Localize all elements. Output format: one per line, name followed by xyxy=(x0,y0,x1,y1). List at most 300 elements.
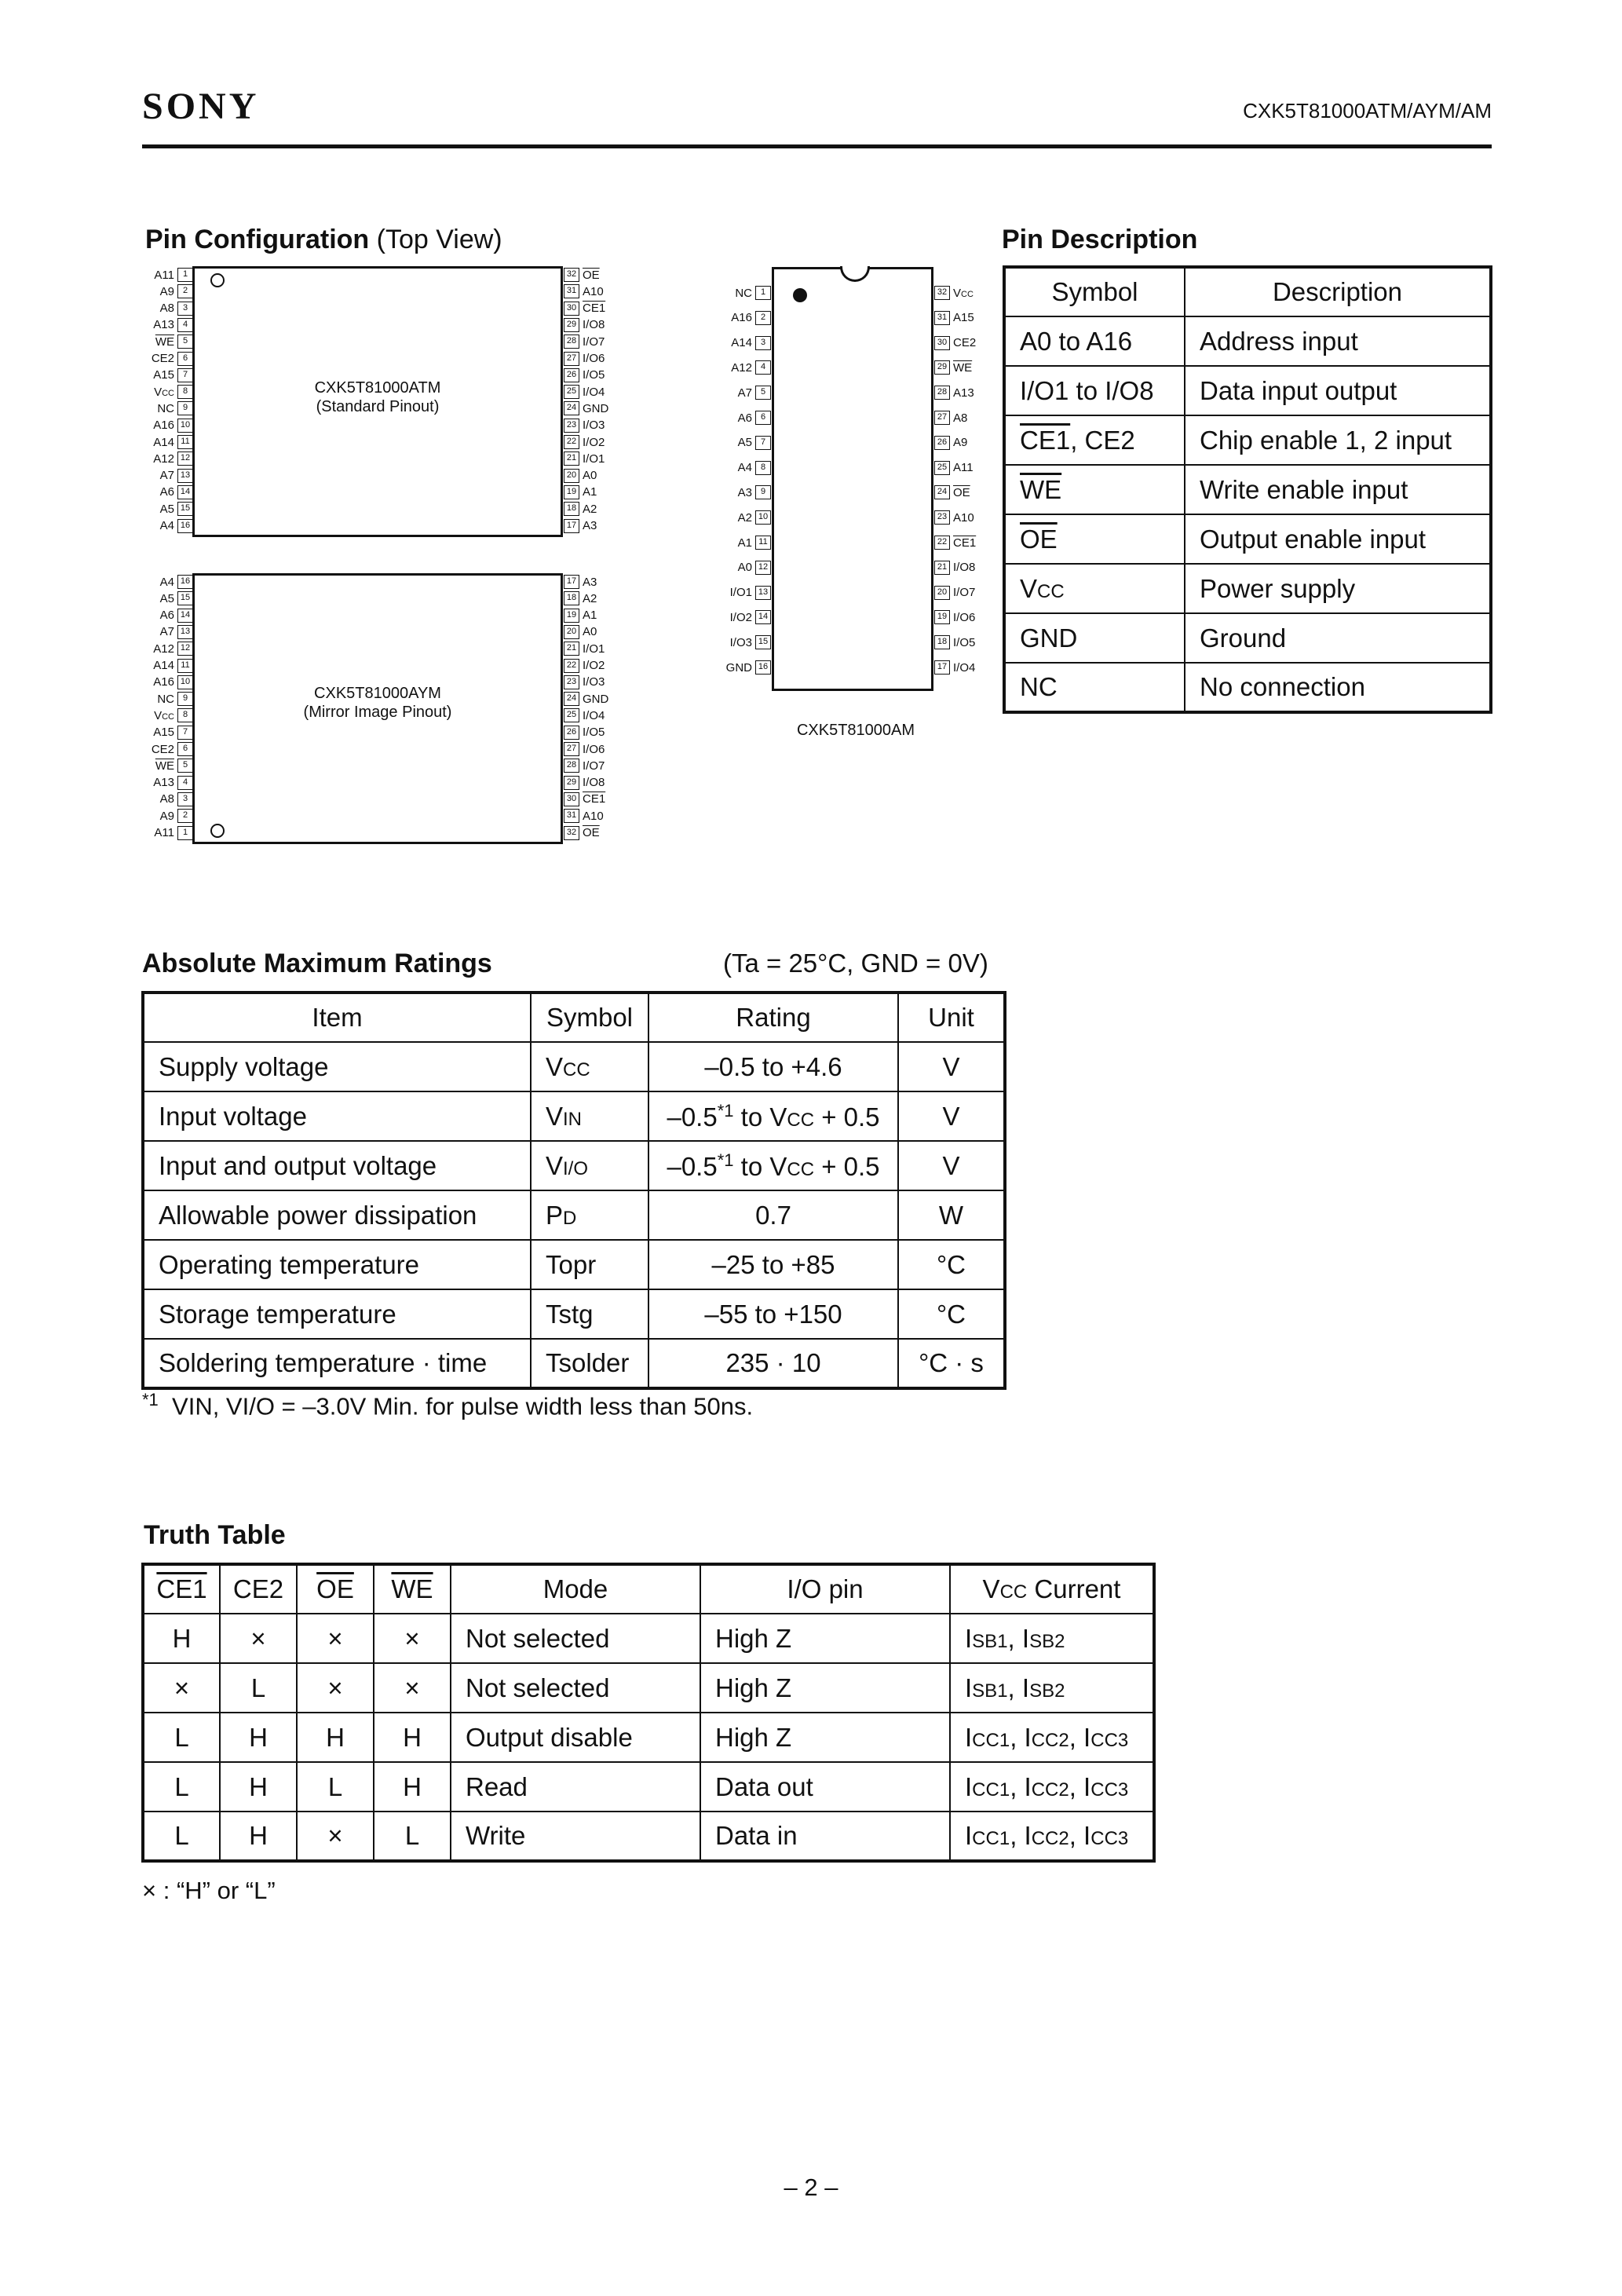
pin1-dot-icon xyxy=(793,288,807,302)
table-cell: Allowable power dissipation xyxy=(143,1190,531,1240)
pin-name: I/O5 xyxy=(953,635,976,649)
table-cell: H xyxy=(143,1614,220,1663)
pin-number: 16 xyxy=(177,575,193,589)
pin xyxy=(564,401,614,415)
pin-name: A14 xyxy=(731,336,752,350)
pin-name: A5 xyxy=(737,436,752,450)
table-cell: –55 to +150 xyxy=(648,1289,898,1339)
pin-name: A11 xyxy=(154,268,174,282)
pin-name: CE1 xyxy=(583,792,606,806)
pin xyxy=(564,792,614,806)
pin-number: 6 xyxy=(177,742,193,756)
amr-footnote: $^{*1}$ VIN, VI/O = –3.0V Min. for pulse width less than 50ns. xyxy=(142,1390,754,1420)
pin-number: 13 xyxy=(177,625,193,639)
table-cell: L xyxy=(143,1713,220,1762)
pin-name: $\overline{WE}$ xyxy=(155,759,174,773)
col-description: Description xyxy=(1185,267,1491,316)
pin-name: I/O7 xyxy=(583,759,605,773)
table-row xyxy=(1004,415,1491,465)
pin-name: A3 xyxy=(583,575,597,589)
pin-name: A13 xyxy=(153,776,174,790)
pin xyxy=(721,561,771,575)
pin-name: GND xyxy=(725,660,752,675)
pin-name: I/O4 xyxy=(583,708,605,722)
pin xyxy=(721,660,771,675)
pin-number: 3 xyxy=(755,336,771,350)
chip-am xyxy=(772,267,933,691)
pin-number: 30 xyxy=(564,792,579,806)
pin xyxy=(564,809,614,823)
pin-number: 31 xyxy=(934,311,950,325)
pin xyxy=(564,675,614,689)
pin xyxy=(721,386,771,400)
table-cell: Read xyxy=(451,1762,700,1812)
pin xyxy=(143,419,193,433)
pin-name: A15 xyxy=(153,726,174,740)
pin-name: I/O4 xyxy=(953,660,976,675)
table-cell: $\overline{WE}$ xyxy=(1004,465,1185,514)
pin-number: 16 xyxy=(177,519,193,533)
page-number: – 2 – xyxy=(784,2174,838,2201)
pin-number: 2 xyxy=(755,311,771,325)
pin-name: $\overline{OE}$ xyxy=(583,826,600,839)
pin-number: 21 xyxy=(564,642,579,656)
table-cell: ICC1, ICC2, ICC3 xyxy=(950,1812,1154,1861)
pin-number: 1 xyxy=(755,286,771,300)
table-cell: PD xyxy=(531,1190,648,1240)
pin-number: 11 xyxy=(755,536,771,550)
pin-name: A0 xyxy=(583,469,597,483)
pin-name: CE2 xyxy=(953,336,977,350)
pin xyxy=(564,692,614,706)
table-cell: 235 · 10 xyxy=(648,1339,898,1388)
pin-name: A15 xyxy=(153,368,174,382)
pin-number: 17 xyxy=(564,519,579,533)
pin-name: A2 xyxy=(583,591,597,605)
pin-number: 23 xyxy=(564,419,579,433)
table-cell: × xyxy=(374,1614,451,1663)
pin-name: A2 xyxy=(737,510,752,525)
table-row xyxy=(143,1240,1005,1289)
pin-number: 17 xyxy=(564,575,579,589)
pin-name: A16 xyxy=(153,419,174,433)
pin-name: A8 xyxy=(159,792,174,806)
pin xyxy=(143,659,193,673)
pin xyxy=(564,268,614,282)
pin xyxy=(934,436,985,450)
pin-number: 6 xyxy=(755,411,771,425)
table-cell: W xyxy=(898,1190,1005,1240)
table-cell: H xyxy=(220,1812,297,1861)
pin-name: $\overline{WE}$ xyxy=(155,335,174,349)
table-row xyxy=(1004,613,1491,663)
pin-name: A12 xyxy=(153,642,174,656)
pin xyxy=(143,268,193,282)
pin-name: A10 xyxy=(583,284,604,298)
col-rating: Rating xyxy=(648,993,898,1042)
pin-number: 4 xyxy=(177,318,193,332)
pin-number: 12 xyxy=(755,561,771,575)
table-cell: H xyxy=(297,1713,374,1762)
header-rule xyxy=(142,144,1492,148)
pin-name: A16 xyxy=(731,311,752,325)
pin xyxy=(564,352,614,366)
pin-number: 32 xyxy=(564,826,579,840)
pin-name: I/O3 xyxy=(583,419,605,433)
pin-number: 14 xyxy=(177,485,193,499)
pin-number: 8 xyxy=(177,385,193,399)
table-cell: × xyxy=(297,1812,374,1861)
pin-name: A10 xyxy=(953,510,974,525)
pin-number: 22 xyxy=(564,435,579,449)
table-cell: V xyxy=(898,1091,1005,1141)
pin xyxy=(721,286,771,300)
table-cell: L xyxy=(297,1762,374,1812)
pin-name: A5 xyxy=(159,591,174,605)
pin-number: 12 xyxy=(177,452,193,466)
chip-aym-name: CXK5T81000AYM xyxy=(314,685,441,702)
pin xyxy=(721,436,771,450)
table-cell: H xyxy=(374,1713,451,1762)
table-cell: No connection xyxy=(1185,663,1491,712)
pin xyxy=(143,726,193,740)
table-cell: Address input xyxy=(1185,316,1491,366)
table-row xyxy=(143,1091,1005,1141)
pin-number: 10 xyxy=(177,419,193,433)
table-cell: °C · s xyxy=(898,1339,1005,1388)
chip-atm xyxy=(192,266,563,537)
pin xyxy=(143,642,193,656)
table-row xyxy=(1004,514,1491,564)
pin-name: $\overline{OE}$ xyxy=(953,485,970,499)
pin xyxy=(143,759,193,773)
pin xyxy=(143,609,193,623)
pin-number: 15 xyxy=(177,591,193,605)
pin-number: 25 xyxy=(934,461,950,475)
column-header: $\overline{WE}$ xyxy=(374,1564,451,1614)
pin-name: A6 xyxy=(159,609,174,623)
pin xyxy=(564,335,614,349)
pin-name: CE1 xyxy=(953,536,977,550)
table-cell: Input voltage xyxy=(143,1091,531,1141)
pin1-marker-icon xyxy=(210,824,225,838)
table-cell: Not selected xyxy=(451,1663,700,1713)
table-row xyxy=(1004,366,1491,415)
pin xyxy=(564,609,614,623)
pin-number: 3 xyxy=(177,302,193,316)
table-cell: Input and output voltage xyxy=(143,1141,531,1190)
pin xyxy=(934,586,985,600)
pin xyxy=(934,311,985,325)
pin-number: 19 xyxy=(934,610,950,624)
pin-number: 22 xyxy=(934,536,950,550)
table-row xyxy=(143,1042,1005,1091)
pin-number: 24 xyxy=(934,485,950,499)
table-row xyxy=(143,1614,1154,1663)
pin-name: I/O2 xyxy=(583,435,605,449)
pin-name: VCC xyxy=(154,708,174,722)
pin xyxy=(143,452,193,466)
table-cell: GND xyxy=(1004,613,1185,663)
table-cell: Topr xyxy=(531,1240,648,1289)
pin-number: 26 xyxy=(564,368,579,382)
pin-number: 18 xyxy=(564,502,579,516)
pin-number: 31 xyxy=(564,809,579,823)
pin xyxy=(564,435,614,449)
pin-name: $\overline{OE}$ xyxy=(583,268,600,282)
pin-number: 31 xyxy=(564,284,579,298)
table-cell: Supply voltage xyxy=(143,1042,531,1091)
pin xyxy=(564,625,614,639)
table-cell: A0 to A16 xyxy=(1004,316,1185,366)
table-cell: H xyxy=(220,1762,297,1812)
pin-number: 21 xyxy=(934,561,950,575)
pin xyxy=(721,311,771,325)
table-row xyxy=(143,1762,1154,1812)
pin-name: A9 xyxy=(159,284,174,298)
table-cell: –0.5 to +4.6 xyxy=(648,1042,898,1091)
amr-conditions: (Ta = 25°C, GND = 0V) xyxy=(723,949,988,978)
table-cell: I/O1 to I/O8 xyxy=(1004,366,1185,415)
table-cell: ICC1, ICC2, ICC3 xyxy=(950,1713,1154,1762)
table-cell: ISB1, ISB2 xyxy=(950,1663,1154,1713)
pin-name: $\overline{WE}$ xyxy=(953,360,973,375)
pin xyxy=(934,286,985,300)
pin-number: 12 xyxy=(177,642,193,656)
pin xyxy=(143,302,193,316)
table-cell: VI/O xyxy=(531,1141,648,1190)
table-cell: Output disable xyxy=(451,1713,700,1762)
pin xyxy=(934,386,985,400)
pin-name: VCC xyxy=(953,286,974,300)
pin xyxy=(143,352,193,366)
table-row xyxy=(143,1812,1154,1861)
pin-name: A5 xyxy=(159,502,174,516)
pin xyxy=(934,510,985,525)
pin xyxy=(934,485,985,499)
pin-number: 20 xyxy=(564,625,579,639)
pin xyxy=(934,411,985,425)
pin xyxy=(721,586,771,600)
pin xyxy=(564,642,614,656)
chip-atm-caption: (Standard Pinout) xyxy=(316,398,440,415)
pin xyxy=(564,502,614,516)
pin-number: 6 xyxy=(177,352,193,366)
pin-number: 22 xyxy=(564,659,579,673)
pin xyxy=(934,461,985,475)
pin xyxy=(143,708,193,722)
pin-number: 7 xyxy=(177,726,193,740)
pin xyxy=(721,411,771,425)
table-row xyxy=(1004,663,1491,712)
pin xyxy=(143,485,193,499)
pin-name: GND xyxy=(583,401,609,415)
pin-name: I/O2 xyxy=(583,659,605,672)
pin xyxy=(143,675,193,689)
pin xyxy=(564,519,614,533)
pin-number: 9 xyxy=(755,485,771,499)
pin-name: I/O3 xyxy=(729,635,752,649)
pin xyxy=(934,360,985,375)
pin-name: A14 xyxy=(153,659,174,672)
pin-name: I/O6 xyxy=(953,610,976,624)
pin-number: 27 xyxy=(934,411,950,425)
pin-number: 15 xyxy=(177,502,193,516)
pin-number: 7 xyxy=(755,436,771,450)
pin xyxy=(564,485,614,499)
pin-name: A13 xyxy=(153,318,174,332)
table-cell: × xyxy=(297,1663,374,1713)
pin-number: 1 xyxy=(177,826,193,840)
pin xyxy=(721,461,771,475)
table-cell: VCC xyxy=(1004,564,1185,613)
pin-name: A3 xyxy=(737,485,752,499)
pin xyxy=(564,318,614,332)
pin-desc-title: Pin Description xyxy=(1002,225,1198,254)
pin xyxy=(143,776,193,790)
pin xyxy=(934,610,985,624)
pin xyxy=(143,692,193,706)
pin-name: A4 xyxy=(159,575,174,589)
column-header: Mode xyxy=(451,1564,700,1614)
pin-name: A6 xyxy=(737,411,752,425)
pin-name: A13 xyxy=(953,386,974,400)
pin xyxy=(934,635,985,649)
table-cell: –0.5$^{*1}$ to VCC + 0.5 xyxy=(648,1141,898,1190)
pin-name: A15 xyxy=(953,311,974,325)
pin xyxy=(721,536,771,550)
pin-number: 11 xyxy=(177,435,193,449)
column-header: CE1 xyxy=(143,1564,220,1614)
table-cell: Data in xyxy=(700,1812,950,1861)
pin xyxy=(564,575,614,589)
pin-name: A11 xyxy=(154,826,174,839)
pin-name: A4 xyxy=(159,519,174,532)
pin-name: A8 xyxy=(159,302,174,316)
pin-name: I/O4 xyxy=(583,385,605,399)
pin xyxy=(143,502,193,516)
pin-name: I/O3 xyxy=(583,675,605,689)
truth-table xyxy=(141,1563,1156,1863)
pin-number: 29 xyxy=(564,318,579,332)
pin-name: A16 xyxy=(153,675,174,689)
truth-table-title: Truth Table xyxy=(144,1520,286,1550)
pin-name: A3 xyxy=(583,519,597,532)
pin-number: 9 xyxy=(177,692,193,706)
col-symbol: Symbol xyxy=(531,993,648,1042)
pin-name: A6 xyxy=(159,485,174,499)
pin-number: 3 xyxy=(177,792,193,806)
table-cell: × xyxy=(220,1614,297,1663)
pin-name: I/O5 xyxy=(583,726,605,740)
pin-name: NC xyxy=(157,401,174,415)
pin xyxy=(143,335,193,349)
pin xyxy=(143,792,193,806)
pin-number: 13 xyxy=(755,586,771,600)
pin-name: I/O8 xyxy=(953,561,976,575)
table-row xyxy=(143,1190,1005,1240)
pin-name: A10 xyxy=(583,809,604,823)
pin-number: 26 xyxy=(934,436,950,450)
pin-number: 21 xyxy=(564,452,579,466)
column-header: I/O pin xyxy=(700,1564,950,1614)
pin-number: 27 xyxy=(564,742,579,756)
table-cell: 0.7 xyxy=(648,1190,898,1240)
pin xyxy=(143,401,193,415)
pin-name: A14 xyxy=(153,435,174,449)
pin-number: 14 xyxy=(177,609,193,623)
table-cell: High Z xyxy=(700,1713,950,1762)
column-header: VCC Current xyxy=(950,1564,1154,1614)
pin xyxy=(564,368,614,382)
pin-number: 32 xyxy=(934,286,950,300)
table-cell: H xyxy=(374,1762,451,1812)
table-cell: Ground xyxy=(1185,613,1491,663)
pin xyxy=(721,610,771,624)
pin-number: 10 xyxy=(177,675,193,689)
pin-name: CE2 xyxy=(151,352,174,365)
chip-am-name: CXK5T81000AM xyxy=(796,722,915,739)
pin-number: 1 xyxy=(177,268,193,282)
pin-number: 13 xyxy=(177,469,193,483)
pin-number: 27 xyxy=(564,352,579,366)
pin-number: 25 xyxy=(564,708,579,722)
pin xyxy=(564,302,614,316)
pin-name: VCC xyxy=(154,385,174,399)
pin-name: CE1 xyxy=(583,302,606,316)
table-cell: × xyxy=(143,1663,220,1713)
pin-name: I/O5 xyxy=(583,368,605,382)
pin-number: 4 xyxy=(755,360,771,375)
table-cell: Write xyxy=(451,1812,700,1861)
pin xyxy=(564,776,614,790)
table-cell: °C xyxy=(898,1289,1005,1339)
table-cell: L xyxy=(220,1663,297,1713)
pin-name: I/O6 xyxy=(583,742,605,756)
pin-name: A7 xyxy=(159,469,174,483)
pin-name: NC xyxy=(157,692,174,706)
table-row xyxy=(1004,316,1491,366)
pin-name: A9 xyxy=(159,809,174,823)
pin-name: I/O1 xyxy=(583,452,605,466)
table-cell: °C xyxy=(898,1240,1005,1289)
pin xyxy=(721,336,771,350)
pin-number: 2 xyxy=(177,809,193,823)
pin-number: 9 xyxy=(177,401,193,415)
pin xyxy=(564,452,614,466)
col-item: Item xyxy=(143,993,531,1042)
pin-number: 30 xyxy=(564,302,579,316)
pin-name: GND xyxy=(583,692,609,706)
pin-number: 28 xyxy=(934,386,950,400)
pin-number: 5 xyxy=(177,335,193,349)
pin-config-title: Pin Configuration (Top View) xyxy=(145,225,502,254)
pin xyxy=(564,742,614,756)
pin-number: 28 xyxy=(564,759,579,773)
pin-name: I/O1 xyxy=(583,642,605,656)
table-cell: Output enable input xyxy=(1185,514,1491,564)
pin xyxy=(721,360,771,375)
table-cell: Operating temperature xyxy=(143,1240,531,1289)
pin-name: A1 xyxy=(737,536,752,550)
pin-number: 7 xyxy=(177,368,193,382)
table-cell: –25 to +85 xyxy=(648,1240,898,1289)
table-cell: Chip enable 1, 2 input xyxy=(1185,415,1491,465)
pin xyxy=(143,385,193,399)
pin-number: 29 xyxy=(564,776,579,790)
pin-number: 20 xyxy=(934,586,950,600)
pin-name: A11 xyxy=(953,461,974,475)
